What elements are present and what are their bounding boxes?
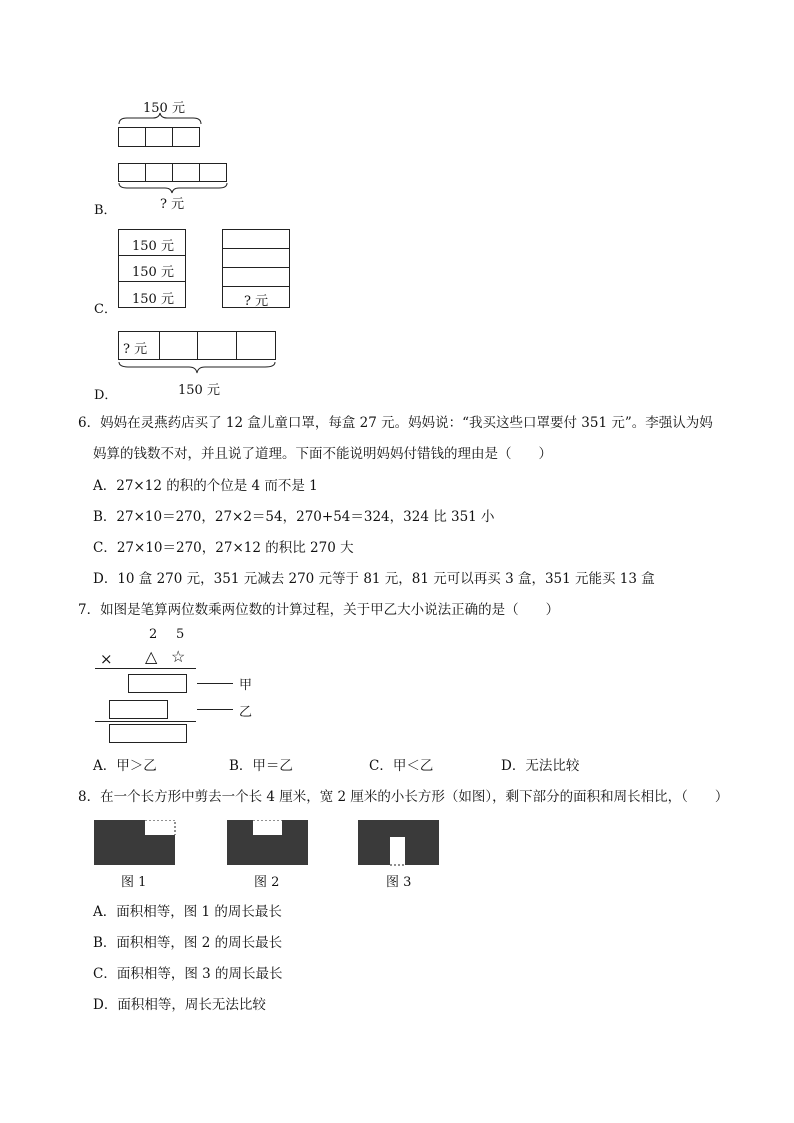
q7-option-d: D．无法比较 xyxy=(501,758,580,774)
option-c-letter: C． xyxy=(94,302,117,317)
q7-option-a: A．甲＞乙 xyxy=(93,758,157,774)
q7-option-b: B．甲＝乙 xyxy=(229,758,293,774)
option-d-bottom-brace xyxy=(117,361,279,374)
q8-option-c: C．面积相等，图 3 的周长最长 xyxy=(93,966,283,982)
q8-option-a: A．面积相等，图 1 的周长最长 xyxy=(93,904,282,920)
q7-jia-box xyxy=(128,674,187,693)
q8-figure-3 xyxy=(358,820,440,866)
q8-fig-label-2: 图 2 xyxy=(254,875,280,890)
q7-triangle-icon: △ xyxy=(145,647,158,666)
q8-figure-1 xyxy=(94,820,176,866)
q7-digit-5: 5 xyxy=(176,627,185,642)
q7-digit-2: 2 xyxy=(149,627,158,642)
q7-option-c: C．甲＜乙 xyxy=(369,758,434,774)
q7-times-sign: × xyxy=(100,650,113,668)
q8-stem: 8．在一个长方形中剪去一个长 4 厘米，宽 2 厘米的小长方形（如图），剩下部分的面积和周长相比，（ ） xyxy=(78,789,729,805)
q7-product-box xyxy=(109,724,187,743)
option-c-cell-3: 150 元 xyxy=(132,292,174,307)
q7-yi-line xyxy=(197,709,233,710)
q8-fig-label-1: 图 1 xyxy=(121,875,147,890)
q6-option-d: D．10 盒 270 元，351 元减去 270 元等于 81 元，81 元可以再买 3 盒，351 元能买 13 盒 xyxy=(93,571,655,587)
q8-option-b: B．面积相等，图 2 的周长最长 xyxy=(93,935,283,951)
option-b-top-label: 150 元 xyxy=(143,101,185,116)
q6-option-c: C．27×10＝270，27×12 的积比 270 大 xyxy=(93,540,354,556)
q7-yi-box xyxy=(109,700,168,719)
q7-jia-line xyxy=(197,683,233,684)
option-c-right-label: ? 元 xyxy=(244,294,269,309)
q8-figure-2 xyxy=(227,820,309,866)
option-d-letter: D． xyxy=(94,388,118,403)
option-b-top-brace xyxy=(117,112,203,126)
option-c-cell-2: 150 元 xyxy=(132,265,174,280)
q8-option-d: D．面积相等，周长无法比较 xyxy=(93,997,266,1013)
q8-fig-label-3: 图 3 xyxy=(386,875,412,890)
q6-option-a: A．27×12 的积的个位是 4 而不是 1 xyxy=(93,478,318,494)
q7-rule-1 xyxy=(95,668,196,669)
option-d-bottom-label: 150 元 xyxy=(178,383,220,398)
option-c-cell-1: 150 元 xyxy=(132,239,174,254)
q6-stem-line2: 妈算的钱数不对，并且说了道理。下面不能说明妈妈付错钱的理由是（ ） xyxy=(93,446,552,462)
q7-star-icon: ☆ xyxy=(171,647,186,666)
q6-option-b: B．27×10＝270，27×2＝54，270+54＝324，324 比 351 小 xyxy=(93,509,495,525)
q7-label-yi: 乙 xyxy=(239,705,253,720)
option-b-bottom-label: ? 元 xyxy=(160,197,185,212)
option-b-letter: B． xyxy=(94,203,117,218)
option-d-first-cell: ? 元 xyxy=(123,342,148,357)
q6-stem-line1: 6．妈妈在灵燕药店买了 12 盒儿童口罩，每盒 27 元。妈妈说：“我买这些口罩要付 351 元”。李强认为妈 xyxy=(78,415,713,431)
q7-rule-2 xyxy=(95,721,196,722)
q7-stem: 7．如图是笔算两位数乘两位数的计算过程，关于甲乙大小说法正确的是（ ） xyxy=(78,602,560,618)
q7-label-jia: 甲 xyxy=(239,678,253,693)
